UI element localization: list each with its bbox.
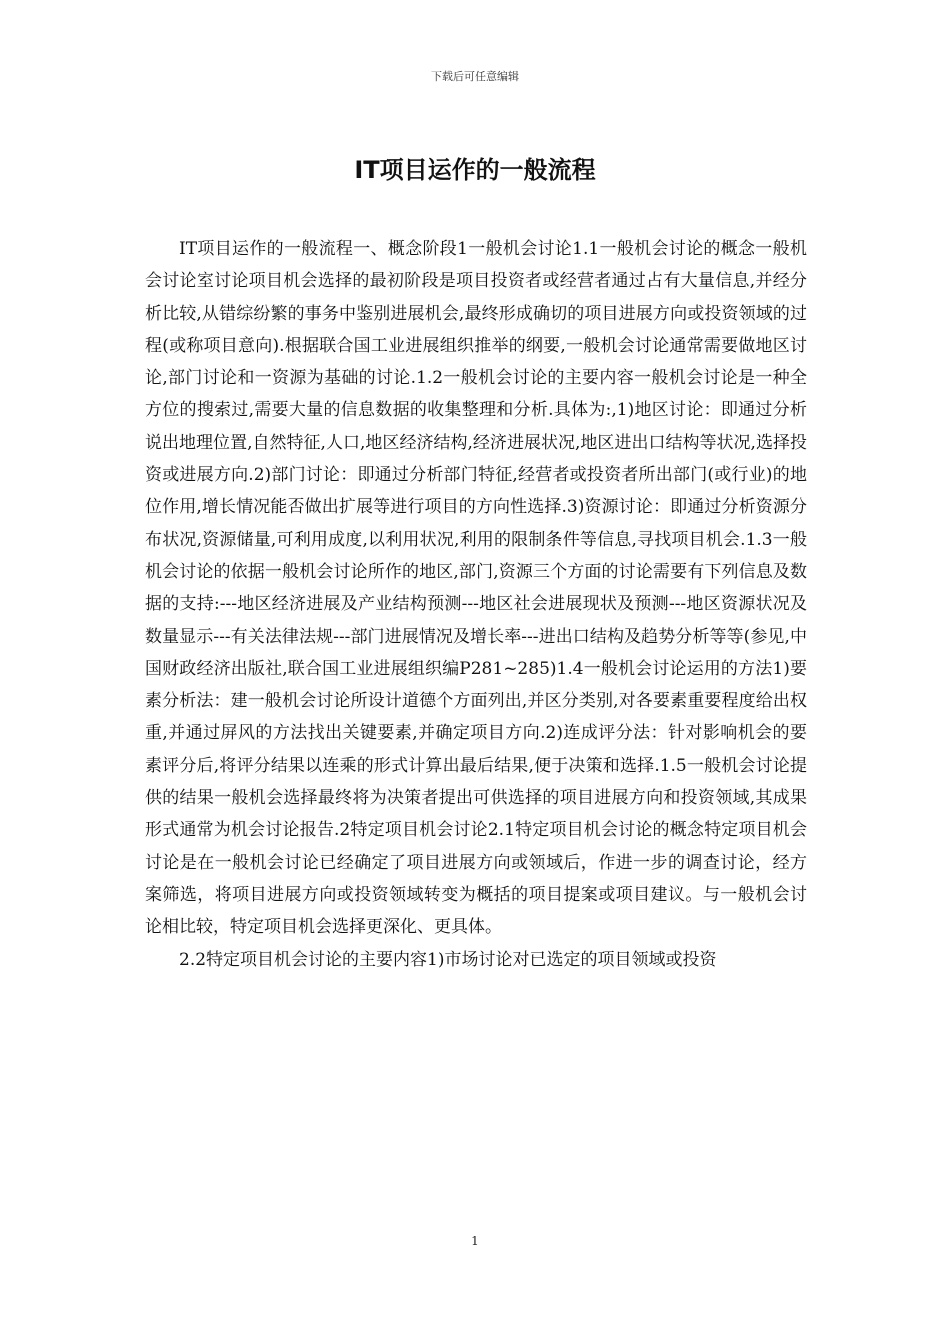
body-paragraph: IT项目运作的一般流程一、概念阶段1一般机会讨论1.1一般机会讨论的概念一般机会讨论室讨论项目机会选择的最初阶段是项目投资者或经营者通过占有大量信息,并经分析比较,从错综纷繁的事务中鉴别进展机会,最终形成确切的项目进展方向或投资领域的过程(或称项目意向).根据联合国工业进展组织推举的纲要,一般机会讨论通常需要做地区讨论,部门讨论和一资源为基础的讨论.1.2一般机会讨论的主要内容一般机会讨论是一种全方位的搜索过,需要大量的信息数据的收集整理和分析.具体为:,1)地区讨论：即通过分析说出地理位置,自然特征,人口,地区经济结构,经济进展状况,地区进出口结构等状况,选择投资或进展方向.2)部门讨论：即通过分析部门特征,经营者或投资者所出部门(或行业)的地位作用,增长情况能否做出扩展等进行项目的方向性选择.3)资源讨论：即通过分析资源分布状况,资源储量,可利用成度,以利用状况,利用的限制条件等信息,寻找项目机会.1.3一般机会讨论的依据一般机会讨论所作的地区,部门,资源三个方面的讨论需要有下列信息及数据的支持:---地区经济进展及产业结构预测---地区社会进展现状及预测---地区资源状况及数量显示---有关法律法规---部门进展情况及增长率---进出口结构及趋势分析等等(参见,中国财政经济出版社,联合国工业进展组织编P281~285)1.4一般机会讨论运用的方法1)要素分析法：建一般机会讨论所设计道德个方面列出,并区分类别,对各要素重要程度给出权重,并通过屏风的方法找出关键要素,并确定项目方向.2)连成评分法：针对影响机会的要素评分后,将评分结果以连乘的形式计算出最后结果,便于决策和选择.1.5一般机会讨论提供的结果一般机会选择最终将为决策者提出可供选择的项目进展方向和投资领域,其成果形式通常为机会讨论报告.2特定项目机会讨论2.1特定项目机会讨论的概念特定项目机会讨论是在一般机会讨论已经确定了项目进展方向或领域后，作进一步的调查讨论，经方案筛选，将项目进展方向或投资领域转变为概括的项目提案或项目建议。与一般机会讨论相比较，特定项目机会选择更深化、更具体。 [145,239,807,938]
document-title: IT项目运作的一般流程 [354,156,596,184]
page-header-note: 下载后可任意编辑 [431,70,519,83]
page-number: 1 [471,1234,479,1248]
body-paragraph: 2.2特定项目机会讨论的主要内容1)市场讨论对已选定的项目领域或投资 [179,949,717,970]
document-body [145,233,807,976]
